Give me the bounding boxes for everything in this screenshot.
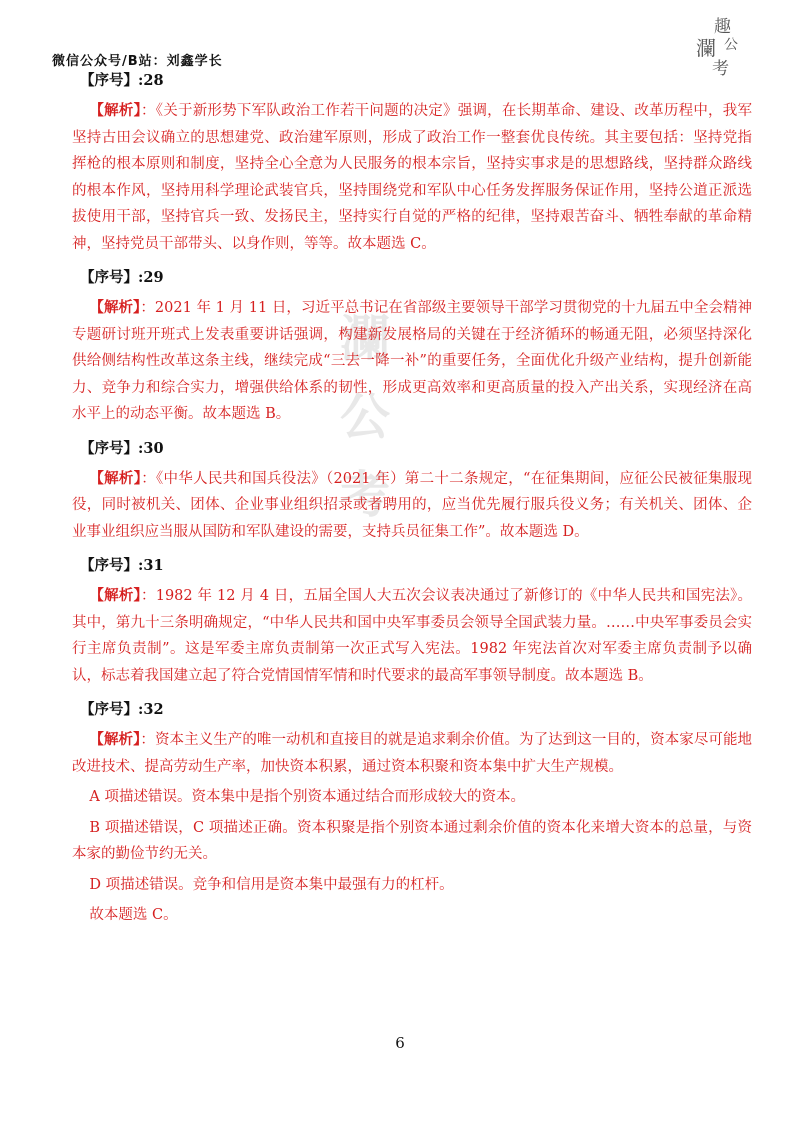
seq-label: 【序号】 xyxy=(80,701,138,718)
analysis-text: ：2021 年 1 月 11 日，习近平总书记在省部级主要领导干部学习贯彻党的十九届五中全会精神专题研讨班开班式上发表重要讲话强调，构建新发展格局的关键在于经济循环的畅通无阻，必须坚持深化供给侧结构性改革这条主线，继续完成“三去一降一补”的重要任务，全面优化升级产业结构，提升创新能力、竞争力和综合实力，增强供给体系的韧性，形成更高效率和更高质量的投入产出关系，实现经济在高水平上的动态平衡。故本题选 B。 xyxy=(72,300,752,422)
answer-entry-29 xyxy=(72,267,760,428)
seq-heading xyxy=(80,699,760,721)
watermark-char-2: 公 xyxy=(340,387,390,446)
analysis-paragraph xyxy=(72,98,752,257)
analysis-label: 【解析】 xyxy=(89,587,142,604)
seq-label: 【序号】 xyxy=(80,439,138,457)
watermark-char-1: 瀾 xyxy=(340,309,390,368)
analysis-paragraph xyxy=(72,583,752,689)
logo-char-2: 瀾 xyxy=(696,36,716,60)
watermark-char-3: 考 xyxy=(340,465,390,524)
seq-number: :29 xyxy=(138,269,164,286)
logo-char-1: 趣 xyxy=(714,17,731,37)
analysis-label: 【解析】 xyxy=(89,731,141,748)
analysis-paragraph xyxy=(72,466,752,546)
analysis-label: 【解析】 xyxy=(89,469,142,487)
answer-entry-32 xyxy=(72,699,760,929)
source-header: 微信公众号/B站：刘鑫学长 xyxy=(52,54,223,69)
seq-number: :32 xyxy=(138,701,164,718)
seq-label: 【序号】 xyxy=(80,72,138,89)
logo-char-4: 考 xyxy=(712,59,729,79)
brand-logo xyxy=(688,12,752,79)
analysis-label: 【解析】 xyxy=(89,102,142,119)
option-a-explanation: A 项描述错误。资本集中是指个别资本通过结合而形成较大的资本。 xyxy=(89,789,525,805)
option-bc-explanation: B 项描述错误，C 项描述正确。资本积聚是指个别资本通过剩余价值的资本化来增大资本的总量，与资本家的勤俭节约无关。 xyxy=(72,819,752,862)
answer-conclusion: 故本题选 C。 xyxy=(89,907,178,923)
answer-entry-31 xyxy=(72,555,760,689)
answer-entry-28 xyxy=(72,70,760,257)
analysis-label: 【解析】 xyxy=(89,299,141,316)
answer-entry-30 xyxy=(72,438,760,546)
analysis-text: ：资本主义生产的唯一动机和直接目的就是追求剩余价值。为了达到这一目的，资本家尽可能地改进技术、提高劳动生产率，加快资本积累，通过资本积聚和资本集中扩大生产规模。 xyxy=(72,732,753,775)
answer-content xyxy=(72,70,760,939)
seq-number: :30 xyxy=(138,439,164,457)
page-number: 6 xyxy=(395,1034,405,1052)
seq-heading xyxy=(80,555,760,577)
seq-heading xyxy=(80,70,760,92)
analysis-text: ：《关于新形势下军队政治工作若干问题的决定》强调，在长期革命、建设、改革历程中，我军坚持古田会议确立的思想建党、政治建军原则，形成了政治工作一整套优良传统。其主要包括：坚持党指挥枪的根本原则和制度，坚持全心全意为人民服务的根本宗旨，坚持实事求是的思想路线，坚持群众路线的根本作风，坚持用科学理论武装官兵，坚持围绕党和军队中心任务发挥服务保证作用，坚持公道正派选拔使用干部，坚持官兵一致、发扬民主，坚持实行自觉的严格的纪律，坚持艰苦奋斗、牺牲奉献的革命精神，坚持党员干部带头、以身作则，等等。故本题选 C。 xyxy=(72,103,753,252)
seq-label: 【序号】 xyxy=(80,557,138,574)
seq-label: 【序号】 xyxy=(80,269,138,286)
analysis-text: ：1982 年 12 月 4 日，五届全国人大五次会议表决通过了新修订的《中华人民共和国宪法》。其中，第九十三条明确规定，“中华人民共和国中央军事委员会领导全国武装力量。……中央军事委员会实行主席负责制”。这是军委主席负责制第一次正式写入宪法。1982 年宪法首次对军委主席负责制予以确认，标志着我国建立起了符合党情国情军情和时代要求的最高军事领导制度。故本题选 B。 xyxy=(72,588,753,684)
option-d-explanation: D 项描述错误。竞争和信用是资本集中最强有力的杠杆。 xyxy=(89,876,454,893)
seq-heading xyxy=(80,438,760,460)
seq-number: :28 xyxy=(138,72,164,89)
analysis-paragraph xyxy=(72,295,752,428)
analysis-paragraph xyxy=(72,727,752,780)
seq-number: :31 xyxy=(138,557,164,574)
logo-char-3: 公 xyxy=(724,37,738,53)
analysis-text: ：《中华人民共和国兵役法》（2021 年）第二十二条规定，“在征集期间，应征公民被征集服现役，同时被机关、团体、企业事业组织招录或者聘用的，应当优先履行服兵役义务；有关机关、团体、企业事业组织应当服从国防和军队建设的需要，支持兵员征集工作”。故本题选 D。 xyxy=(72,470,753,540)
seq-heading xyxy=(80,267,760,289)
